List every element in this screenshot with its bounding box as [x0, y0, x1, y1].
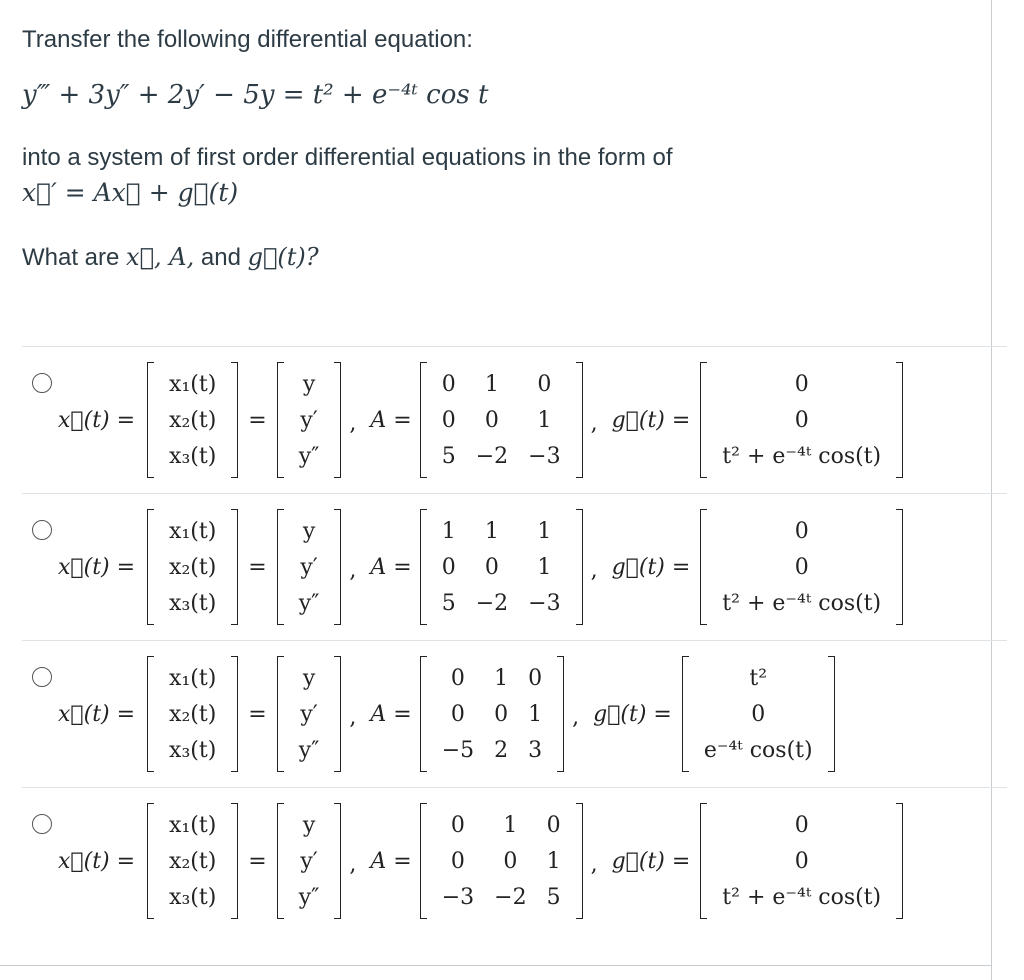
g-entry: t² + e⁻⁴ᵗ cos(t): [722, 590, 882, 616]
ask-and: and: [200, 244, 241, 271]
a-cell: 1: [441, 518, 456, 544]
x-vector: [147, 660, 238, 768]
comma: ,: [349, 411, 357, 436]
a-cell: 0: [450, 665, 465, 691]
comma: ,: [590, 852, 598, 877]
y-entry: y″: [298, 737, 320, 763]
y-entry: y′: [300, 554, 318, 580]
comma: ,: [349, 705, 357, 730]
x-entry: x₂(t): [169, 701, 217, 727]
g-entry: t²: [749, 665, 768, 691]
a-cell: 1: [537, 554, 552, 580]
ask-g: g⃗(t)?: [247, 243, 319, 271]
y-entry: y: [302, 371, 316, 397]
option-expression: [58, 807, 903, 915]
g-label: g⃗(t) =: [611, 407, 691, 433]
intro-text: Transfer the following differential equation:: [22, 26, 473, 53]
a-cell: 3: [528, 737, 543, 763]
y-entry: y″: [298, 590, 320, 616]
equals-sign: =: [248, 701, 267, 727]
a-cell: 0: [546, 812, 561, 838]
g-entry: 0: [794, 848, 809, 874]
y-vector: [277, 366, 342, 474]
radio-button[interactable]: [32, 667, 52, 687]
a-cell: 0: [450, 848, 465, 874]
a-cell: −5: [441, 737, 475, 763]
a-cell: 1: [546, 848, 561, 874]
y-entry: y: [302, 665, 316, 691]
g-label: g⃗(t) =: [611, 848, 691, 874]
a-matrix: [420, 660, 564, 768]
y-entry: y′: [300, 848, 318, 874]
a-cell: 1: [528, 701, 543, 727]
radio-button[interactable]: [32, 520, 52, 540]
ask-text: [22, 243, 982, 272]
a-label: A =: [370, 701, 412, 727]
x-entry: x₃(t): [169, 443, 217, 469]
a-cell: 0: [441, 371, 456, 397]
g-entry: 0: [794, 812, 809, 838]
x-entry: x₁(t): [169, 371, 217, 397]
system-text: into a system of first order differential equations in the form of: [22, 144, 673, 171]
option-expression: [58, 366, 903, 474]
g-entry: 0: [794, 407, 809, 433]
a-cell: −3: [528, 443, 561, 469]
option-expression: [58, 660, 835, 768]
a-cell: 2: [494, 737, 509, 763]
ask-vars: x⃗, A,: [126, 243, 195, 271]
x-entry: x₁(t): [169, 518, 217, 544]
x-vector: [147, 366, 238, 474]
answer-option-1[interactable]: [22, 346, 1007, 493]
g-vector: [700, 366, 903, 474]
a-cell: −3: [528, 590, 561, 616]
x-entry: x₂(t): [169, 848, 217, 874]
a-cell: 5: [546, 884, 561, 910]
x-vector: [147, 513, 238, 621]
x-label: x⃗(t) =: [58, 701, 136, 727]
a-cell: 0: [484, 407, 499, 433]
a-cell: −3: [441, 884, 475, 910]
equals-sign: =: [248, 407, 267, 433]
a-cell: −2: [494, 884, 527, 910]
y-entry: y: [302, 812, 316, 838]
g-vector: [700, 807, 903, 915]
g-entry: e⁻⁴ᵗ cos(t): [703, 737, 813, 763]
x-entry: x₁(t): [169, 812, 217, 838]
y-vector: [277, 660, 342, 768]
a-cell: 0: [441, 407, 456, 433]
a-matrix: [420, 807, 583, 915]
answer-option-2[interactable]: [22, 493, 1007, 640]
x-label: x⃗(t) =: [58, 407, 136, 433]
option-expression: [58, 513, 903, 621]
system-form: x⃗′ = Ax⃗ + g⃗(t): [22, 178, 239, 207]
y-entry: y′: [300, 407, 318, 433]
answer-option-3[interactable]: [22, 640, 1007, 787]
ask-prefix: What are: [22, 244, 120, 271]
g-label: g⃗(t) =: [611, 554, 691, 580]
y-vector: [277, 807, 342, 915]
x-entry: x₂(t): [169, 407, 217, 433]
a-cell: 0: [484, 554, 499, 580]
a-label: A =: [370, 407, 412, 433]
differential-equation: y‴ + 3y″ + 2y′ − 5y = t² + e⁻⁴ᵗ cos t: [22, 80, 489, 110]
g-vector: [700, 513, 903, 621]
x-label: x⃗(t) =: [58, 554, 136, 580]
bottom-divider: [0, 965, 992, 966]
equals-sign: =: [248, 848, 267, 874]
a-cell: 1: [494, 665, 509, 691]
a-cell: 0: [450, 701, 465, 727]
x-entry: x₃(t): [169, 884, 217, 910]
a-cell: 1: [484, 371, 499, 397]
comma: ,: [349, 852, 357, 877]
a-cell: 1: [503, 812, 518, 838]
g-label: g⃗(t) =: [593, 701, 672, 727]
question-prompt: [22, 26, 982, 272]
a-matrix: [420, 513, 583, 621]
g-vector: [682, 660, 835, 768]
a-cell: 0: [450, 812, 465, 838]
y-entry: y: [302, 518, 316, 544]
answer-options: [22, 346, 1007, 934]
radio-button[interactable]: [32, 814, 52, 834]
g-entry: 0: [751, 701, 766, 727]
a-cell: −2: [475, 590, 509, 616]
x-entry: x₂(t): [169, 554, 217, 580]
equals-sign: =: [248, 554, 267, 580]
y-entry: y″: [298, 443, 320, 469]
a-cell: 5: [441, 443, 456, 469]
comma: ,: [572, 705, 580, 730]
x-entry: x₁(t): [169, 665, 217, 691]
g-entry: 0: [794, 518, 809, 544]
a-cell: 0: [441, 554, 456, 580]
answer-option-4[interactable]: [22, 787, 1007, 934]
x-entry: x₃(t): [169, 737, 217, 763]
y-vector: [277, 513, 342, 621]
a-cell: 1: [537, 518, 552, 544]
comma: ,: [349, 558, 357, 583]
a-cell: 1: [537, 407, 552, 433]
radio-button[interactable]: [32, 373, 52, 393]
g-entry: 0: [794, 554, 809, 580]
a-label: A =: [370, 848, 412, 874]
x-entry: x₃(t): [169, 590, 217, 616]
x-vector: [147, 807, 238, 915]
a-matrix: [420, 366, 583, 474]
x-label: x⃗(t) =: [58, 848, 136, 874]
g-entry: 0: [794, 371, 809, 397]
g-entry: t² + e⁻⁴ᵗ cos(t): [722, 884, 882, 910]
comma: ,: [590, 558, 598, 583]
a-cell: 0: [537, 371, 552, 397]
a-cell: −2: [475, 443, 509, 469]
a-cell: 1: [484, 518, 499, 544]
a-cell: 0: [503, 848, 518, 874]
y-entry: y′: [300, 701, 318, 727]
a-cell: 0: [528, 665, 543, 691]
comma: ,: [590, 411, 598, 436]
a-cell: 0: [494, 701, 509, 727]
g-entry: t² + e⁻⁴ᵗ cos(t): [722, 443, 882, 469]
a-cell: 5: [441, 590, 456, 616]
a-label: A =: [370, 554, 412, 580]
y-entry: y″: [298, 884, 320, 910]
